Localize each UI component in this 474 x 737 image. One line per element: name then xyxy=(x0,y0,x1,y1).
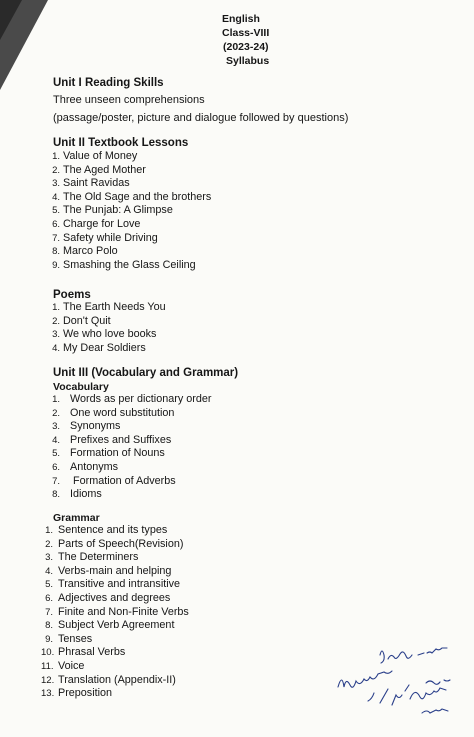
vocabulary-item-number: 6. xyxy=(52,461,60,473)
grammar-item xyxy=(41,592,189,606)
lesson-item-text: Charge for Love xyxy=(63,217,141,230)
grammar-item xyxy=(41,674,189,688)
grammar-item-number: 7. xyxy=(45,606,53,618)
unit1-line2: (passage/poster, picture and dialogue followed by questions) xyxy=(53,112,349,124)
vocabulary-item xyxy=(50,447,211,461)
vocabulary-item-number: 5. xyxy=(52,448,60,460)
poem-item-number: 1. xyxy=(52,302,60,313)
vocabulary-item-text: Formation of Adverbs xyxy=(70,474,176,487)
grammar-item-number: 5. xyxy=(45,579,53,591)
poems-list xyxy=(46,301,166,355)
document-header xyxy=(222,12,269,68)
vocabulary-item xyxy=(50,393,211,407)
vocabulary-item-text: Idioms xyxy=(70,488,102,501)
poem-item-text: My Dear Soldiers xyxy=(63,341,146,354)
poem-item xyxy=(46,315,166,329)
vocabulary-item-number: 7. xyxy=(52,475,60,487)
grammar-item-number: 9. xyxy=(45,633,53,645)
vocabulary-item xyxy=(50,488,211,502)
grammar-item xyxy=(41,524,189,538)
lesson-item xyxy=(46,232,211,246)
vocabulary-item-number: 1. xyxy=(52,394,60,405)
grammar-item-number: 6. xyxy=(45,592,53,604)
grammar-item-text: Phrasal Verbs xyxy=(58,646,126,659)
poem-item-text: Don't Quit xyxy=(63,314,111,327)
grammar-item-text: The Determiners xyxy=(58,551,139,564)
poems-title: Poems xyxy=(53,289,91,301)
subject-heading: English xyxy=(222,13,260,25)
lesson-item-text: Value of Money xyxy=(63,150,138,162)
grammar-item xyxy=(41,578,189,592)
session-heading: (2023-24) xyxy=(223,41,269,53)
vocabulary-item-text: Antonyms xyxy=(70,460,119,473)
vocabulary-item xyxy=(50,434,211,448)
lesson-item-text: Saint Ravidas xyxy=(63,177,130,190)
grammar-item-text: Subject Verb Agreement xyxy=(58,619,175,632)
lesson-item xyxy=(46,259,211,273)
lesson-item xyxy=(46,218,211,232)
vocabulary-item xyxy=(50,475,211,489)
poem-item-number: 2. xyxy=(52,315,60,327)
grammar-item-text: Parts of Speech(Revision) xyxy=(58,537,184,550)
vocabulary-item-number: 3. xyxy=(52,421,60,433)
grammar-item-number: 2. xyxy=(45,538,53,550)
grammar-item-number: 8. xyxy=(45,620,53,632)
poem-item-number: 4. xyxy=(52,342,60,354)
vocabulary-item-text: Words as per dictionary order xyxy=(70,393,212,405)
class-heading: Class-VIII xyxy=(222,27,270,39)
grammar-item-number: 13. xyxy=(41,688,55,700)
vocabulary-item-text: Formation of Nouns xyxy=(70,447,165,460)
grammar-item xyxy=(41,633,189,647)
lesson-item-number: 1. xyxy=(52,151,60,162)
grammar-item-number: 11. xyxy=(41,660,54,672)
vocabulary-item xyxy=(50,461,211,475)
grammar-item xyxy=(41,619,189,633)
poem-item-text: The Earth Needs You xyxy=(63,301,166,313)
grammar-item xyxy=(41,687,189,701)
vocabulary-item-number: 8. xyxy=(52,489,60,501)
lesson-item xyxy=(46,191,211,205)
vocabulary-item-text: One word substitution xyxy=(70,406,175,419)
lesson-item-text: Smashing the Glass Ceiling xyxy=(63,258,196,271)
grammar-item-number: 3. xyxy=(45,552,53,564)
handwritten-signatures xyxy=(318,641,468,731)
lesson-item xyxy=(46,177,211,191)
grammar-item-number: 4. xyxy=(45,565,53,577)
unit2-title: Unit II Textbook Lessons xyxy=(53,137,189,149)
lesson-item-number: 2. xyxy=(52,164,60,176)
vocabulary-item-number: 2. xyxy=(52,407,60,419)
lesson-item xyxy=(46,204,211,218)
unit1-line1: Three unseen comprehensions xyxy=(53,94,205,106)
vocabulary-item xyxy=(50,407,211,421)
grammar-item xyxy=(41,660,189,674)
grammar-item-text: Tenses xyxy=(58,632,93,645)
vocabulary-item-text: Synonyms xyxy=(70,420,121,433)
poem-item-number: 3. xyxy=(52,329,60,341)
grammar-item-number: 1. xyxy=(45,525,53,536)
lesson-item-number: 6. xyxy=(52,218,60,230)
unit2-lesson-list xyxy=(46,150,211,272)
grammar-item-text: Verbs-main and helping xyxy=(58,564,172,577)
lesson-item-number: 9. xyxy=(52,259,60,271)
vocabulary-list xyxy=(50,393,211,502)
grammar-item-text: Transitive and intransitive xyxy=(58,578,181,591)
lesson-item-number: 8. xyxy=(52,246,60,258)
poem-item xyxy=(46,342,166,356)
grammar-item-text: Sentence and its types xyxy=(58,524,168,536)
unit3-title: Unit III (Vocabulary and Grammar) xyxy=(53,367,239,379)
lesson-item xyxy=(46,245,211,259)
vocabulary-item-number: 4. xyxy=(52,434,60,446)
lesson-item xyxy=(46,164,211,178)
lesson-item-text: The Aged Mother xyxy=(63,163,146,176)
lesson-item-text: The Punjab: A Glimpse xyxy=(63,204,173,217)
grammar-item xyxy=(41,646,189,660)
lesson-item-number: 5. xyxy=(52,205,60,217)
lesson-item-text: Safety while Driving xyxy=(63,231,158,244)
grammar-item xyxy=(41,551,189,565)
lesson-item-number: 3. xyxy=(52,178,60,190)
lesson-item xyxy=(46,150,211,164)
grammar-item-text: Voice xyxy=(58,659,85,672)
poem-item-text: We who love books xyxy=(63,328,157,341)
grammar-list xyxy=(41,524,189,701)
scan-shadow-corner-dark xyxy=(0,0,22,40)
grammar-item xyxy=(41,538,189,552)
grammar-item xyxy=(41,565,189,579)
grammar-title: Grammar xyxy=(53,512,100,524)
grammar-item-text: Preposition xyxy=(58,687,113,700)
poem-item xyxy=(46,328,166,342)
syllabus-heading: Syllabus xyxy=(226,55,270,67)
signature-scribbles-image xyxy=(318,641,468,731)
grammar-item-text: Translation (Appendix-II) xyxy=(58,673,176,686)
unit1-title: Unit I Reading Skills xyxy=(53,77,164,89)
grammar-item-number: 10. xyxy=(41,647,55,659)
grammar-item-text: Finite and Non-Finite Verbs xyxy=(58,605,189,618)
grammar-item-number: 12. xyxy=(41,674,55,686)
grammar-item-text: Adjectives and degrees xyxy=(58,591,171,604)
lesson-item-text: The Old Sage and the brothers xyxy=(63,190,212,203)
lesson-item-text: Marco Polo xyxy=(63,245,118,258)
grammar-item xyxy=(41,606,189,620)
vocabulary-title: Vocabulary xyxy=(53,381,109,393)
vocabulary-item xyxy=(50,420,211,434)
poem-item xyxy=(46,301,166,315)
lesson-item-number: 4. xyxy=(52,191,60,203)
lesson-item-number: 7. xyxy=(52,232,60,244)
vocabulary-item-text: Prefixes and Suffixes xyxy=(70,433,172,446)
